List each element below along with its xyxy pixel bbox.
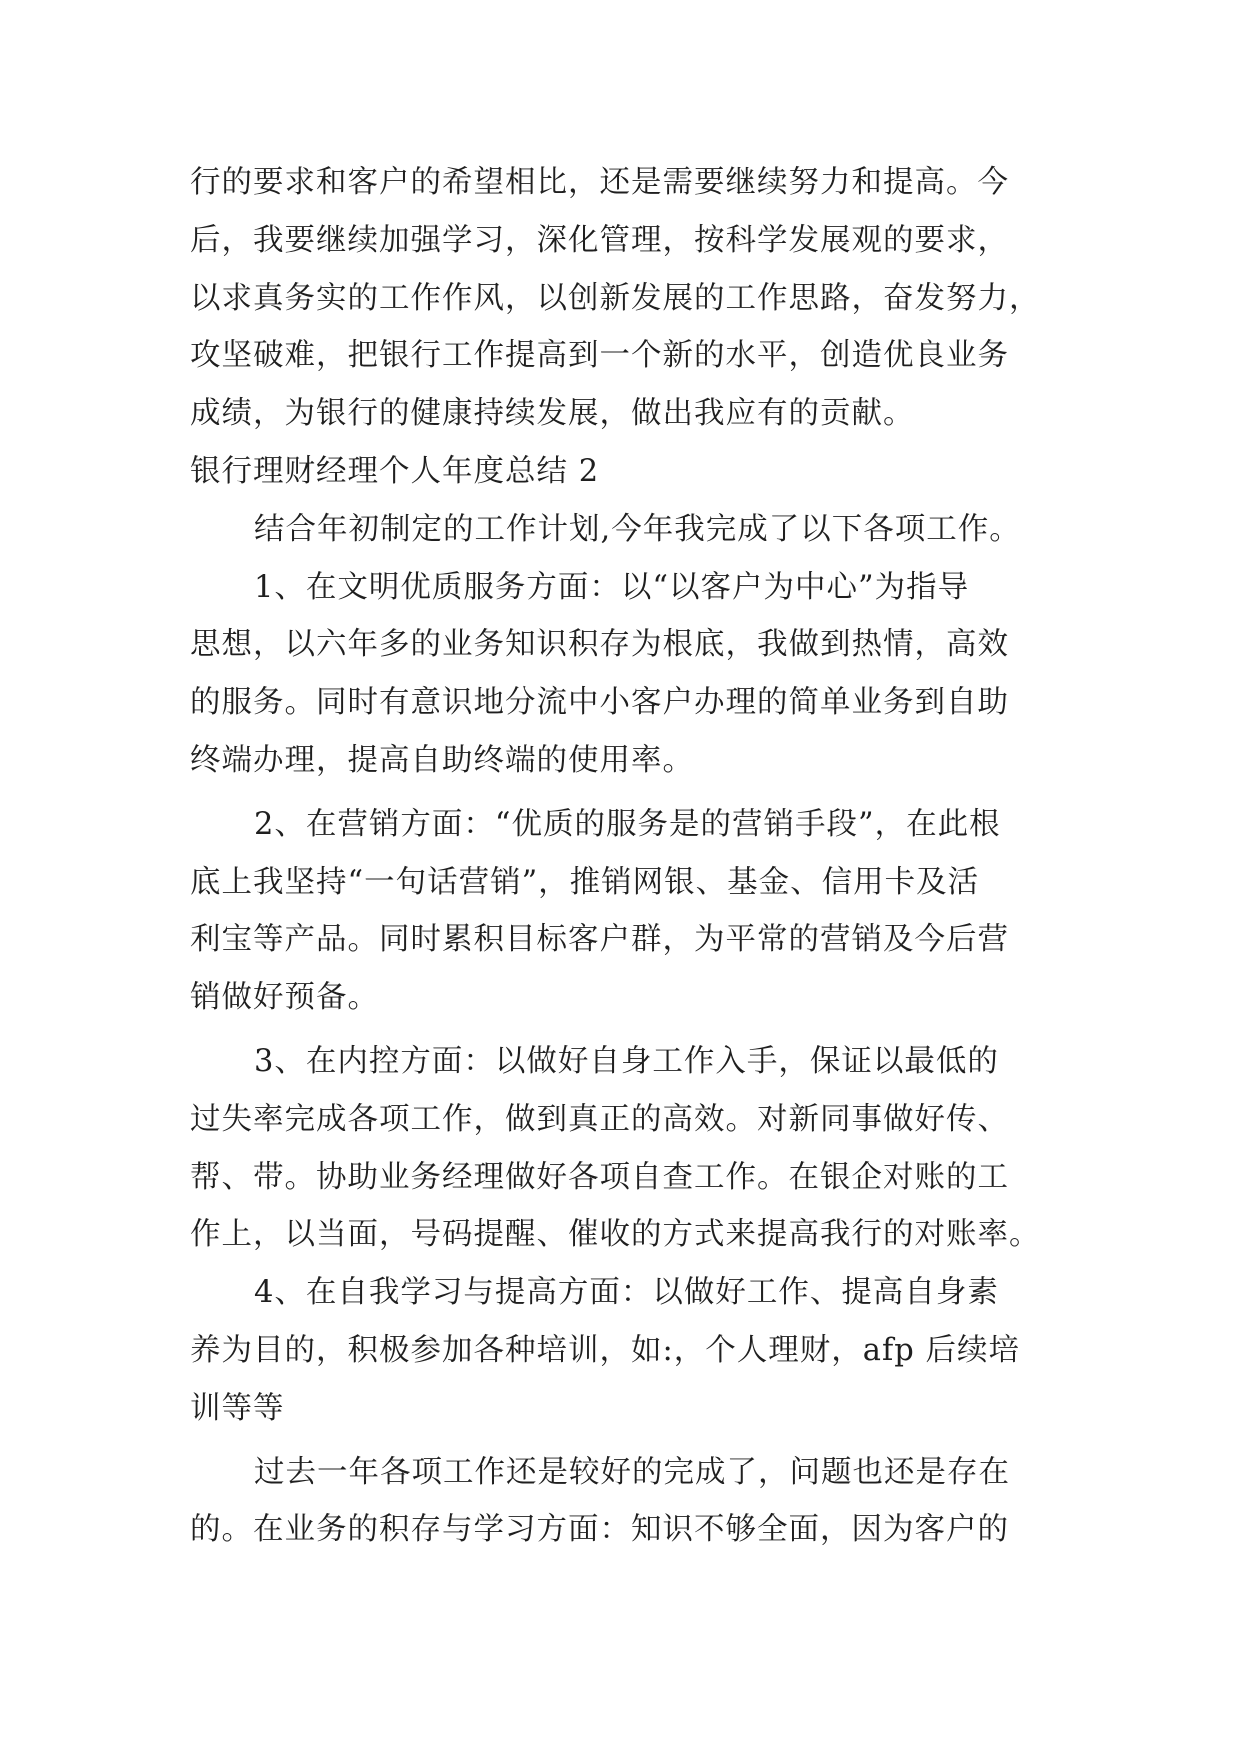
paragraph-line: 4、在自我学习与提高方面：以做好工作、提高自身素 (254, 1275, 999, 1311)
paragraph-line: 思想，以六年多的业务知识积存为根底，我做到热情，高效 (190, 627, 1009, 663)
paragraph-line: 后，我要继续加强学习，深化管理，按科学发展观的要求， (190, 222, 1009, 258)
paragraph-line: 过去一年各项工作还是较好的完成了，问题也还是存在 (254, 1454, 1010, 1490)
paragraph-line: 训等等 (190, 1390, 285, 1426)
closing-paragraph (190, 1444, 1070, 1560)
document-body (190, 154, 1070, 1559)
intro-paragraph: 结合年初制定的工作计划,今年我完成了以下各项工作。 (254, 511, 1021, 547)
section1-paragraph (190, 154, 1070, 443)
paragraph-line: 1、在文明优质服务方面：以“以客户为中心”为指导 (254, 569, 970, 605)
paragraph-line: 过失率完成各项工作，做到真正的高效。对新同事做好传、 (190, 1101, 1009, 1137)
paragraph-line: 销做好预备。 (190, 980, 379, 1016)
item3-paragraph (190, 1033, 1070, 1264)
paragraph-line: 2、在营销方面：“优质的服务是的营销手段”，在此根 (254, 806, 1001, 842)
paragraph-line: 攻坚破难，把银行工作提高到一个新的水平，创造优良业务 (190, 338, 1009, 374)
paragraph-line: 作上，以当面，号码提醒、催收的方式来提高我行的对账率。 (190, 1217, 1041, 1253)
paragraph-line: 利宝等产品。同时累积目标客户群，为平常的营销及今后营 (190, 922, 1009, 958)
item4-paragraph (190, 1264, 1070, 1437)
paragraph-line: 成绩，为银行的健康持续发展，做出我应有的贡献。 (190, 396, 915, 432)
paragraph-line: 终端办理，提高自助终端的使用率。 (190, 742, 694, 778)
paragraph-line: 的。在业务的积存与学习方面：知识不够全面，因为客户的 (190, 1512, 1009, 1548)
section-heading: 银行理财经理个人年度总结 2 (190, 453, 600, 489)
paragraph-line: 3、在内控方面：以做好自身工作入手，保证以最低的 (254, 1043, 999, 1079)
item2-paragraph (190, 796, 1070, 1027)
paragraph-line: 养为目的，积极参加各种培训，如:，个人理财，afp 后续培 (190, 1332, 1020, 1368)
paragraph-line: 底上我坚持“一句话营销”，推销网银、基金、信用卡及活 (190, 864, 980, 900)
paragraph-line: 的服务。同时有意识地分流中小客户办理的简单业务到自助 (190, 685, 1009, 721)
paragraph-line: 行的要求和客户的希望相比，还是需要继续努力和提高。今 (190, 165, 1009, 200)
paragraph-line: 帮、带。协助业务经理做好各项自查工作。在银企对账的工 (190, 1159, 1009, 1195)
item1-paragraph (190, 559, 1070, 790)
paragraph-line: 以求真务实的工作作风，以创新发展的工作思路，奋发努力， (190, 280, 1041, 316)
